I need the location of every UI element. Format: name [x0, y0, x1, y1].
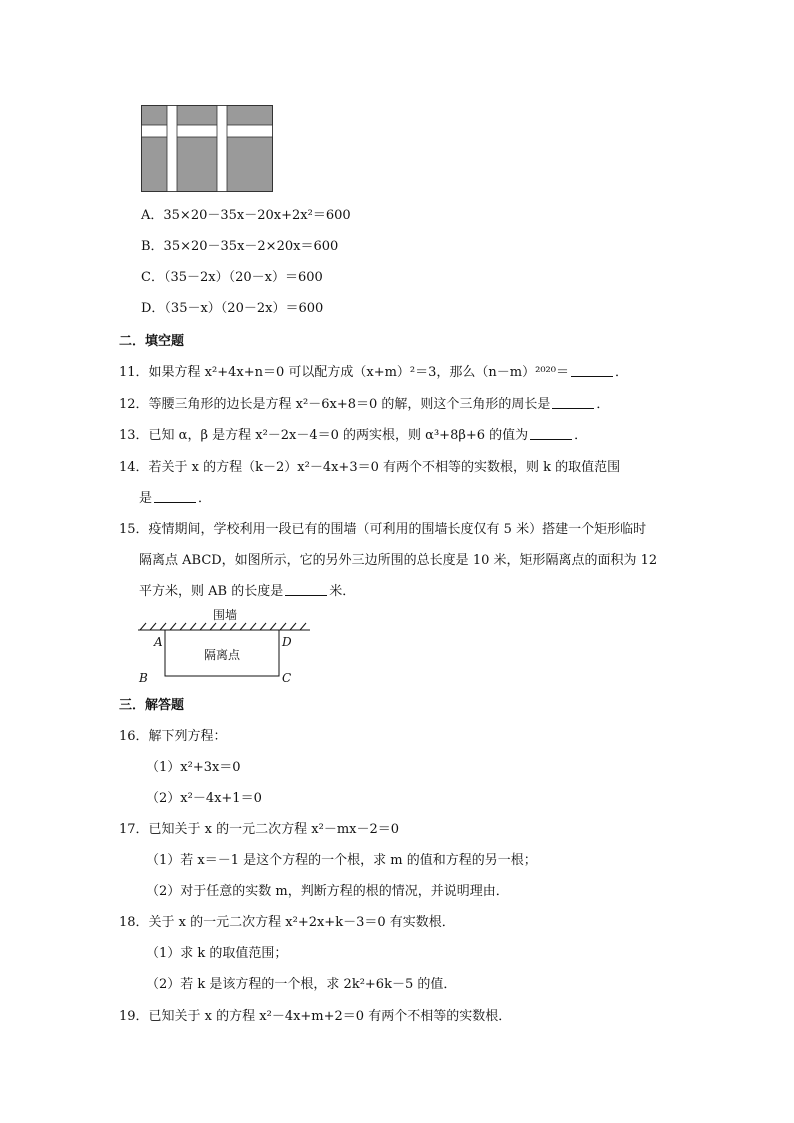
- question-17-part-1: （1）若 x＝－1 是这个方程的一个根，求 m 的值和方程的另一根；: [146, 853, 537, 868]
- lawn-figure: [141, 105, 273, 192]
- question-15-line-3: [139, 583, 355, 601]
- question-12-end: ．: [596, 397, 610, 412]
- question-14: 14．若关于 x 的方程（k－2）x²－4x+3＝0 有两个不相等的实数根，则 k 的取值范围: [119, 460, 621, 475]
- question-14-continued: [139, 490, 211, 508]
- question-14-cont-text: 是: [139, 491, 153, 506]
- question-15-line-3-text: 平方米，则 AB 的长度是: [139, 584, 284, 599]
- question-15-line-2: 隔离点 ABCD，如图所示，它的另外三边所围的总长度是 10 米，矩形隔离点的面积为 12: [139, 553, 658, 568]
- question-13-text: 13．已知 α，β 是方程 x²－2x－4＝0 的两实根，则 α³+8β+6 的值为: [119, 428, 529, 443]
- option-b: B．35×20－35x－2×20x＝600: [141, 239, 339, 254]
- answer-blank: [154, 490, 196, 503]
- question-12-text: 12．等腰三角形的边长是方程 x²－6x+8＝0 的解，则这个三角形的周长是: [119, 397, 551, 412]
- vertex-d: D: [282, 635, 292, 649]
- question-11-end: ．: [614, 365, 628, 380]
- lawn-background: [142, 106, 273, 192]
- question-13-end: ．: [574, 428, 588, 443]
- vertex-c: C: [282, 671, 292, 685]
- question-18-part-2: （2）若 k 是该方程的一个根，求 2k²+6k－5 的值．: [146, 977, 457, 992]
- isolation-point-figure: [134, 604, 316, 686]
- question-12: [119, 396, 609, 414]
- question-15-end: 米．: [329, 584, 356, 599]
- vertical-path-left: [167, 106, 177, 192]
- question-11: [119, 364, 628, 382]
- question-18: 18．关于 x 的一元二次方程 x²+2x+k－3＝0 有实数根．: [119, 915, 455, 930]
- question-16: 16．解下列方程：: [119, 729, 227, 744]
- wall-label: 围墙: [212, 608, 238, 622]
- question-16-part-1: （1）x²+3x＝0: [146, 760, 241, 775]
- vertex-a: A: [154, 635, 163, 649]
- answer-blank: [530, 427, 572, 440]
- wall-hatching: [140, 623, 306, 630]
- isolation-label: 隔离点: [203, 648, 241, 662]
- question-19: 19．已知关于 x 的方程 x²－4x+m+2＝0 有两个不相等的实数根．: [119, 1009, 512, 1024]
- section-fill-in-title: 二．填空题: [119, 334, 185, 349]
- question-17: 17．已知关于 x 的一元二次方程 x²－mx－2＝0: [119, 822, 400, 837]
- option-d: D．（35－x）（20－2x）＝600: [141, 301, 324, 316]
- question-14-end: ．: [198, 491, 212, 506]
- option-c: C．（35－2x）（20－x）＝600: [141, 270, 323, 285]
- answer-blank: [285, 583, 327, 596]
- question-13: [119, 427, 587, 445]
- section-solve-title: 三．解答题: [119, 698, 185, 713]
- vertical-path-right: [217, 106, 227, 192]
- question-18-part-1: （1）求 k 的取值范围；: [146, 946, 288, 961]
- horizontal-path: [142, 125, 273, 137]
- question-11-text: 11．如果方程 x²+4x+n＝0 可以配方成（x+m）²＝3，那么（n－m）²⁰²⁰＝: [119, 365, 569, 380]
- answer-blank: [571, 364, 613, 377]
- answer-blank: [552, 396, 594, 409]
- question-15: 15．疫情期间，学校利用一段已有的围墙（可利用的围墙长度仅有 5 米）搭建一个矩形临时: [119, 522, 647, 537]
- question-17-part-2: （2）对于任意的实数 m，判断方程的根的情况，并说明理由．: [146, 884, 509, 899]
- vertex-b: B: [139, 671, 148, 685]
- option-a: A．35×20－35x－20x+2x²＝600: [141, 208, 351, 223]
- question-16-part-2: （2）x²－4x+1＝0: [146, 791, 262, 806]
